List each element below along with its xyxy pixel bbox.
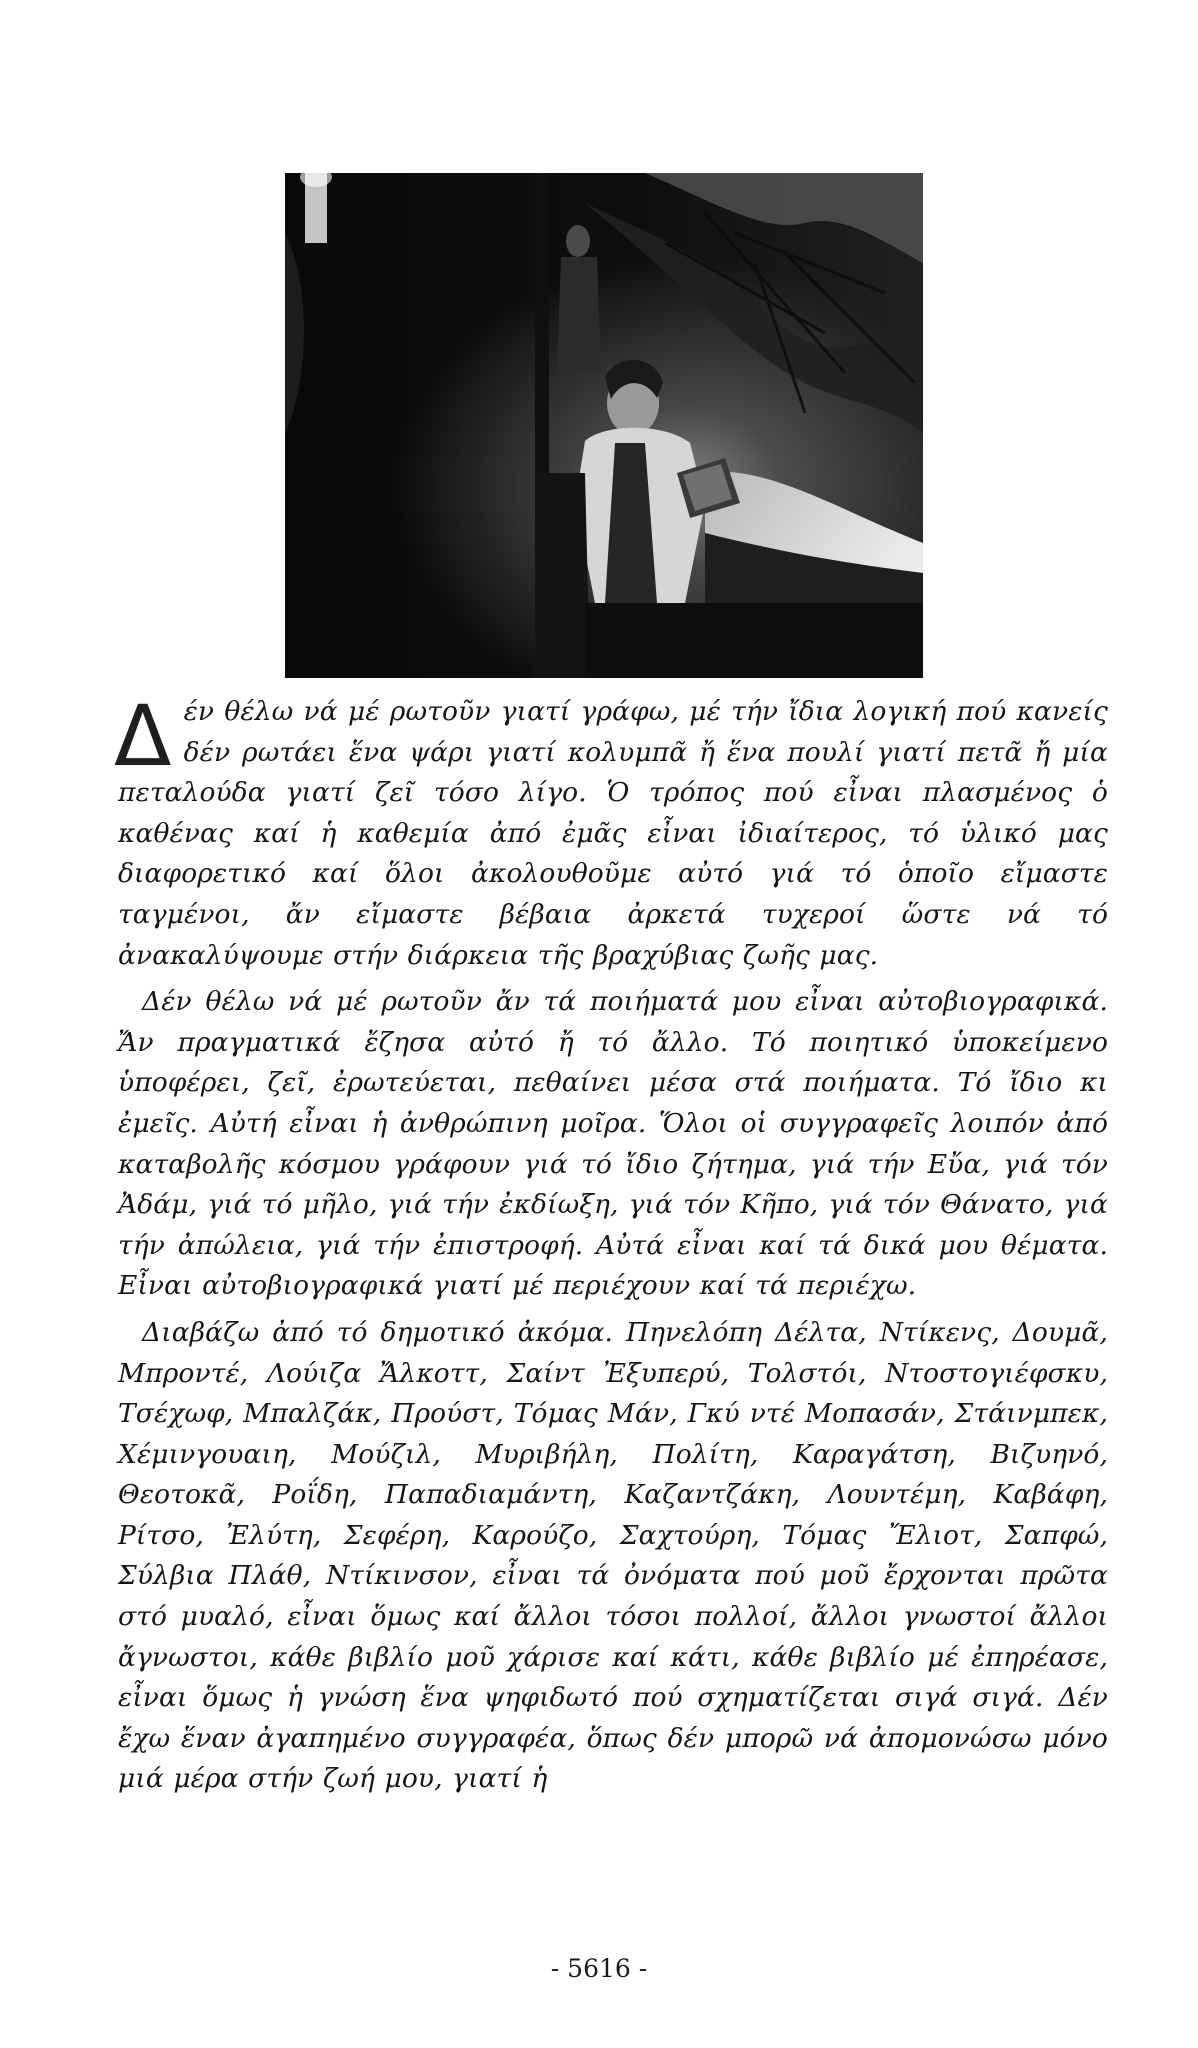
reading-woman-photo: [285, 173, 923, 678]
photograph: [285, 173, 923, 678]
drop-cap: Δ: [114, 687, 172, 785]
paragraph-1-text: έν θέλω νά μέ ρωτοῦν γιατί γράφω, μέ τήν ἴδια λογική πού κανείς δέν ρωτάει ἕνα ψάρι γιατί κολυμπᾶ ἤ ἕνα πουλί γιατί πετᾶ ἤ μία πεταλούδα γιατί ζεῖ τόσο λίγο. Ὁ τρόπος πού εἶναι πλασμένος ὁ καθένας καί ἡ καθεμία ἀπό ἐμᾶς εἶναι ἰδιαίτερος, τό ὑλικό μας διαφορετικό καί ὅλοι ἀκολουθοῦμε αὐτό γιά τό ὁποῖο εἴμαστε ταγμένοι, ἄν εἴμαστε βέβαια ἀρκετά τυχεροί ὥστε νά τό ἀνακαλύψουμε στήν διάρκεια τῆς βραχύβιας ζωῆς μας.: [118, 696, 1108, 971]
body-text: [114, 687, 1108, 1800]
paragraph-1: [114, 687, 1108, 976]
page-number: - 5616 -: [550, 1954, 648, 1983]
paragraph-2: Δέν θέλω νά μέ ρωτοῦν ἄν τά ποιήματά μου εἶναι αὐτοβιογραφικά. Ἄν πραγματικά ἔζησα αὐτό ἤ τό ἄλλο. Τό ποιητικό ὑποκείμενο ὑποφέρει, ζεῖ, ἐρωτεύεται, πεθαίνει μέσα στά ποιήματα. Τό ἴδιο κι ἐμεῖς. Αὐτή εἶναι ἡ ἀνθρώπινη μοῖρα. Ὅλοι οἱ συγγραφεῖς λοιπόν ἀπό καταβολῆς κόσμου γράφουν γιά τό ἴδιο ζήτημα, γιά τήν Εὔα, γιά τόν Ἀδάμ, γιά τό μῆλο, γιά τήν ἐκδίωξη, γιά τόν Κῆπο, γιά τόν Θάνατο, γιά τήν ἀπώλεια, γιά τήν ἐπιστροφή. Αὐτά εἶναι καί τά δικά μου θέματα. Εἶναι αὐτοβιογραφικά γιατί μέ περιέχουν καί τά περιέχω.: [118, 986, 1108, 1302]
paragraph-3: Διαβάζω ἀπό τό δημοτικό ἀκόμα. Πηνελόπη Δέλτα, Ντίκενς, Δουμᾶ, Μπροντέ, Λούιζα Ἄλκοττ, Σαίντ Ἐξυπερύ, Τολστόι, Ντοστογιέφσκυ, Τσέχωφ, Μπαλζάκ, Προύστ, Τόμας Μάν, Γκύ ντέ Μοπασάν, Στάινμπεκ, Χέμινγουαιη, Μούζιλ, Μυριβήλη, Πολίτη, Καραγάτση, Βιζυηνό, Θεοτοκᾶ, Ροΐδη, Παπαδιαμάντη, Καζαντζάκη, Λουντέμη, Καβάφη, Ρίτσο, Ἐλύτη, Σεφέρη, Καρούζο, Σαχτούρη, Τόμας Ἔλιοτ, Σαπφώ, Σύλβια Πλάθ, Ντίκινσον, εἶναι τά ὀνόματα πού μοῦ ἔρχονται πρῶτα στό μυαλό, εἶναι ὅμως καί ἄλλοι τόσοι πολλοί, ἄλλοι γνωστοί ἄλλοι ἄγνωστοι, κάθε βιβλίο μοῦ χάρισε καί κάτι, κάθε βιβλίο μέ ἐπηρέασε, εἶναι ὅμως ἡ γνώση ἕνα ψηφιδωτό πού σχηματίζεται σιγά σιγά. Δέν ἔχω ἕναν ἀγαπημένο συγγραφέα, ὅπως δέν μπορῶ νά ἀπομονώσω μόνο μιά μέρα στήν ζωή μου, γιατί ἡ: [118, 1316, 1108, 1795]
